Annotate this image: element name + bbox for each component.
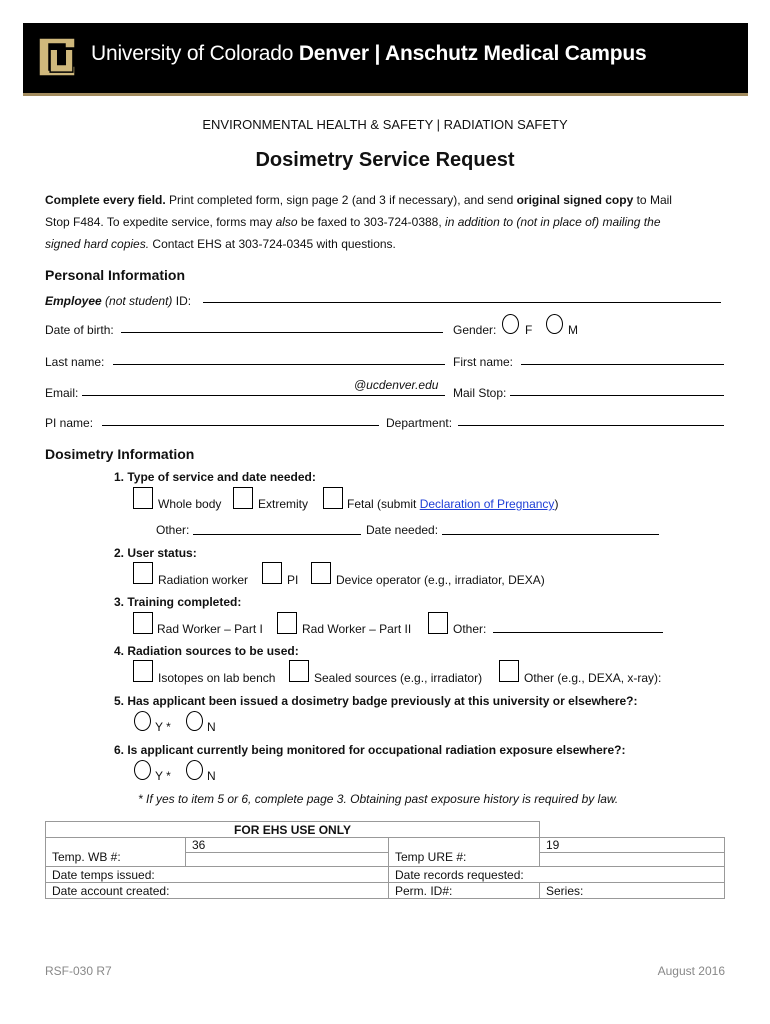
- intro-line-3: [45, 237, 396, 251]
- intro-text-2: to Mail: [633, 193, 672, 207]
- exposure-history-note: * If yes to item 5 or 6, complete page 3. Obtaining past exposure history is required by law.: [138, 792, 619, 806]
- department-line: ENVIRONMENTAL HEALTH & SAFETY | RADIATION SAFETY: [202, 117, 568, 132]
- series[interactable]: Series:: [540, 883, 725, 899]
- question-1: 1. Type of service and date needed:: [114, 470, 316, 484]
- email-label: Email:: [45, 386, 79, 400]
- q6-yes-label: Y *: [155, 769, 171, 783]
- gender-label: Gender:: [453, 323, 497, 337]
- intro-line-1: [45, 193, 672, 207]
- perm-id[interactable]: Perm. ID#:: [389, 883, 540, 899]
- extremity-label: Extremity: [258, 497, 309, 511]
- employee-italic: (not student): [101, 294, 173, 308]
- question-2: 2. User status:: [114, 546, 197, 560]
- isotopes-checkbox[interactable]: [133, 660, 153, 682]
- temp-ure-value[interactable]: 19: [540, 838, 725, 853]
- intro-text-4: be faxed to 303-724-0388,: [297, 215, 446, 229]
- pi-name-label: PI name:: [45, 416, 94, 430]
- question-3: 3. Training completed:: [114, 595, 242, 609]
- email-domain: @ucdenver.edu: [354, 378, 439, 392]
- gender-m-radio[interactable]: [546, 314, 563, 334]
- fetal-text: Fetal (submit: [347, 497, 420, 511]
- q5-no-label: N: [207, 720, 216, 734]
- extremity-checkbox[interactable]: [233, 487, 253, 509]
- pi-label: PI: [287, 573, 299, 587]
- sources-other-checkbox[interactable]: [499, 660, 519, 682]
- employee-id-label: [45, 294, 191, 308]
- q6-no-radio[interactable]: [186, 760, 203, 780]
- intro-text: Print completed form, sign page 2 (and 3 if necessary), and send: [165, 193, 517, 207]
- rad-worker-part2-checkbox[interactable]: [277, 612, 297, 634]
- fetal-checkbox[interactable]: [323, 487, 343, 509]
- intro-italic-2: in addition to (not in place of) mailing the: [445, 215, 661, 229]
- training-other-checkbox[interactable]: [428, 612, 448, 634]
- q1-other-label: Other:: [156, 523, 190, 537]
- device-operator-label: Device operator (e.g., irradiator, DEXA): [336, 573, 545, 587]
- q5-yes-radio[interactable]: [134, 711, 151, 731]
- banner-title: [91, 42, 646, 66]
- last-name-label: Last name:: [45, 355, 105, 369]
- temp-wb-extra: [186, 853, 389, 867]
- intro-line-2: [45, 215, 661, 229]
- radiation-worker-checkbox[interactable]: [133, 562, 153, 584]
- pi-name-field[interactable]: [102, 425, 379, 426]
- employee-id-field[interactable]: [203, 302, 721, 303]
- gender-f-label: F: [525, 323, 533, 337]
- intro-bold: Complete every field.: [45, 193, 166, 207]
- device-operator-checkbox[interactable]: [311, 562, 331, 584]
- first-name-label: First name:: [453, 355, 514, 369]
- date-needed-label: Date needed:: [366, 523, 439, 537]
- date-account-created[interactable]: Date account created:: [46, 883, 389, 899]
- temp-wb-value[interactable]: 36: [186, 838, 389, 853]
- whole-body-label: Whole body: [158, 497, 222, 511]
- first-name-field[interactable]: [521, 364, 724, 365]
- fetal-label: [347, 497, 558, 511]
- q5-no-radio[interactable]: [186, 711, 203, 731]
- question-4: 4. Radiation sources to be used:: [114, 644, 299, 658]
- header-banner: [23, 23, 748, 96]
- sources-other-label: Other (e.g., DEXA, x-ray):: [524, 671, 662, 685]
- mail-stop-field[interactable]: [510, 395, 724, 396]
- mail-stop-label: Mail Stop:: [453, 386, 507, 400]
- rad-worker-part1-checkbox[interactable]: [133, 612, 153, 634]
- cu-logo-icon: [35, 34, 79, 80]
- date-temps-issued[interactable]: Date temps issued:: [46, 867, 389, 883]
- gender-f-radio[interactable]: [502, 314, 519, 334]
- pi-checkbox[interactable]: [262, 562, 282, 584]
- date-records-requested[interactable]: Date records requested:: [389, 867, 725, 883]
- q5-yes-label: Y *: [155, 720, 171, 734]
- email-field[interactable]: [82, 395, 445, 396]
- question-6: 6. Is applicant currently being monitored for occupational radiation exposure elsewhere?:: [114, 743, 626, 757]
- university-name: University of Colorado: [91, 42, 294, 65]
- employee-bold: Employee: [45, 294, 102, 308]
- rad-worker-part1-label: Rad Worker – Part I: [157, 622, 263, 636]
- ehs-table-header: FOR EHS USE ONLY: [46, 822, 540, 838]
- page-title: Dosimetry Service Request: [255, 149, 515, 171]
- date-needed-field[interactable]: [442, 534, 659, 535]
- personal-info-heading: Personal Information: [45, 267, 186, 283]
- q1-other-field[interactable]: [193, 534, 361, 535]
- department-field[interactable]: [458, 425, 724, 426]
- sealed-sources-checkbox[interactable]: [289, 660, 309, 682]
- form-date: August 2016: [657, 964, 725, 978]
- intro-italic-3: signed hard copies.: [45, 237, 150, 251]
- fetal-text-end: ): [554, 497, 559, 511]
- dob-field[interactable]: [121, 332, 443, 333]
- whole-body-checkbox[interactable]: [133, 487, 153, 509]
- isotopes-label: Isotopes on lab bench: [158, 671, 276, 685]
- intro-text-5: Contact EHS at 303-724-0345 with questions.: [149, 237, 396, 251]
- training-other-label: Other:: [453, 622, 487, 636]
- temp-ure-extra: [540, 853, 725, 867]
- dosimetry-info-heading: Dosimetry Information: [45, 446, 195, 462]
- gender-m-label: M: [568, 323, 578, 337]
- temp-wb-label: Temp. WB #:: [46, 838, 186, 867]
- declaration-of-pregnancy-link[interactable]: Declaration of Pregnancy: [419, 497, 555, 511]
- last-name-field[interactable]: [113, 364, 445, 365]
- intro-bold-2: original signed copy: [516, 193, 634, 207]
- intro-italic: also: [275, 215, 298, 229]
- q6-yes-radio[interactable]: [134, 760, 151, 780]
- question-5: 5. Has applicant been issued a dosimetry badge previously at this university or elsewhere?:: [114, 694, 638, 708]
- ehs-use-only-table: [45, 821, 725, 899]
- employee-rest: ID:: [172, 294, 192, 308]
- department-label: Department:: [386, 416, 453, 430]
- temp-ure-label: Temp URE #:: [389, 838, 540, 867]
- form-id: RSF-030 R7: [45, 964, 112, 978]
- q6-no-label: N: [207, 769, 216, 783]
- training-other-field[interactable]: [493, 632, 663, 633]
- radiation-worker-label: Radiation worker: [158, 573, 249, 587]
- intro-text-3: Stop F484. To expedite service, forms may: [45, 215, 276, 229]
- dob-label: Date of birth:: [45, 323, 114, 337]
- rad-worker-part2-label: Rad Worker – Part II: [302, 622, 412, 636]
- sealed-sources-label: Sealed sources (e.g., irradiator): [314, 671, 483, 685]
- campus-name: Denver | Anschutz Medical Campus: [298, 42, 647, 65]
